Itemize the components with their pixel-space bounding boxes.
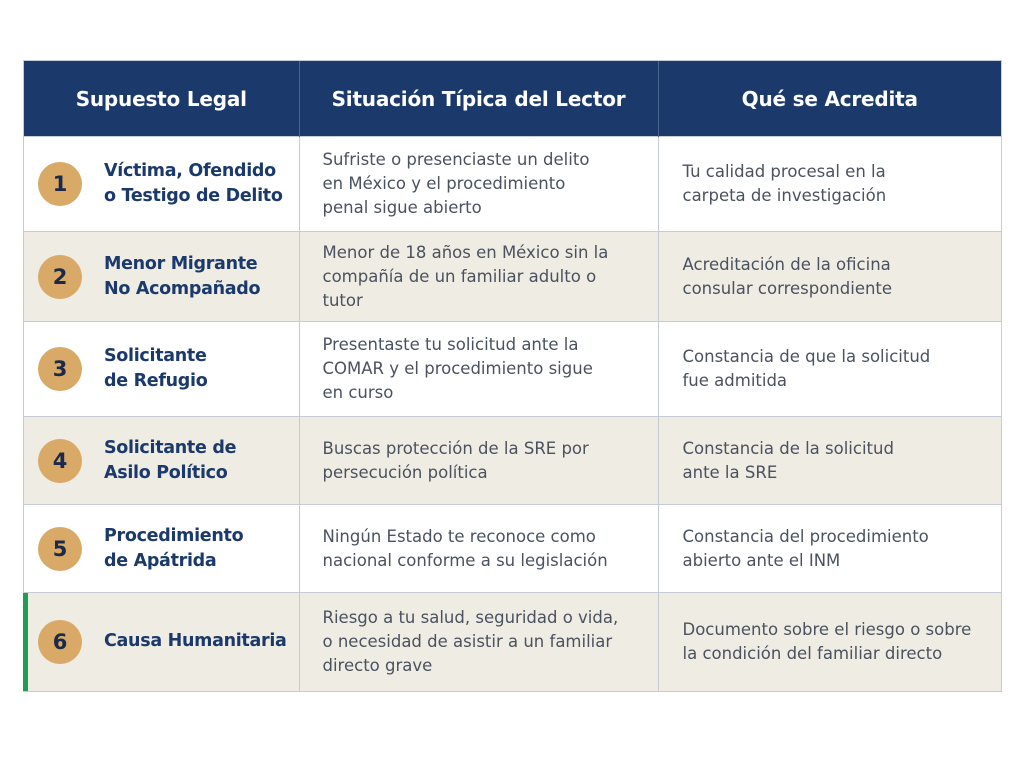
header-acredita: Qué se Acredita <box>658 61 1001 137</box>
header-row <box>24 61 1001 137</box>
credential-text: Acreditación de la oficina consular correspondiente <box>682 254 893 298</box>
table-row <box>24 322 1001 417</box>
situation-text: Presentaste tu solicitud ante la COMAR y el procedimiento sigue en curso <box>322 335 593 402</box>
credential-text: Documento sobre el riesgo o sobre la condición del familiar directo <box>682 619 972 663</box>
credential-text: Constancia de que la solicitud fue admitida <box>682 347 931 390</box>
number-badge: 5 <box>38 527 82 571</box>
legal-title: Procedimiento de Apátrida <box>104 525 244 571</box>
situation-text: Ningún Estado te reconoce como nacional conforme a su legislación <box>322 526 608 570</box>
situation-text: Riesgo a tu salud, seguridad o vida, o necesidad de asistir a un familiar directo grave <box>322 607 619 675</box>
situation-text: Buscas protección de la SRE por persecución política <box>322 438 589 482</box>
number-badge: 1 <box>38 162 82 206</box>
number-badge: 6 <box>38 620 82 664</box>
credential-text: Tu calidad procesal en la carpeta de investigación <box>682 162 887 205</box>
number-badge: 2 <box>38 255 82 299</box>
credential-text: Constancia del procedimiento abierto ante el INM <box>682 526 929 570</box>
situation-text: Sufriste o presenciaste un delito en México y el procedimiento penal sigue abierto <box>322 150 590 217</box>
legal-requirements-table <box>23 60 1002 692</box>
legal-title: Solicitante de Refugio <box>104 346 208 391</box>
table-row <box>24 232 1001 322</box>
legal-title: Causa Humanitaria <box>104 631 287 652</box>
number-badge: 3 <box>38 347 82 391</box>
number-badge: 4 <box>38 439 82 483</box>
table-row <box>24 137 1001 232</box>
legal-title: Víctima, Ofendido o Testigo de Delito <box>104 161 283 206</box>
legal-title: Menor Migrante No Acompañado <box>104 253 261 299</box>
credential-text: Constancia de la solicitud ante la SRE <box>682 438 894 482</box>
table-row <box>24 417 1001 505</box>
legal-title: Solicitante de Asilo Político <box>104 437 237 483</box>
table-row <box>24 505 1001 593</box>
table-row <box>24 593 1001 691</box>
header-situacion: Situación Típica del Lector <box>299 61 658 137</box>
table <box>24 61 1001 691</box>
situation-text: Menor de 18 años en México sin la compañía de un familiar adulto o tutor <box>322 242 609 310</box>
header-supuesto-legal: Supuesto Legal <box>24 61 299 137</box>
